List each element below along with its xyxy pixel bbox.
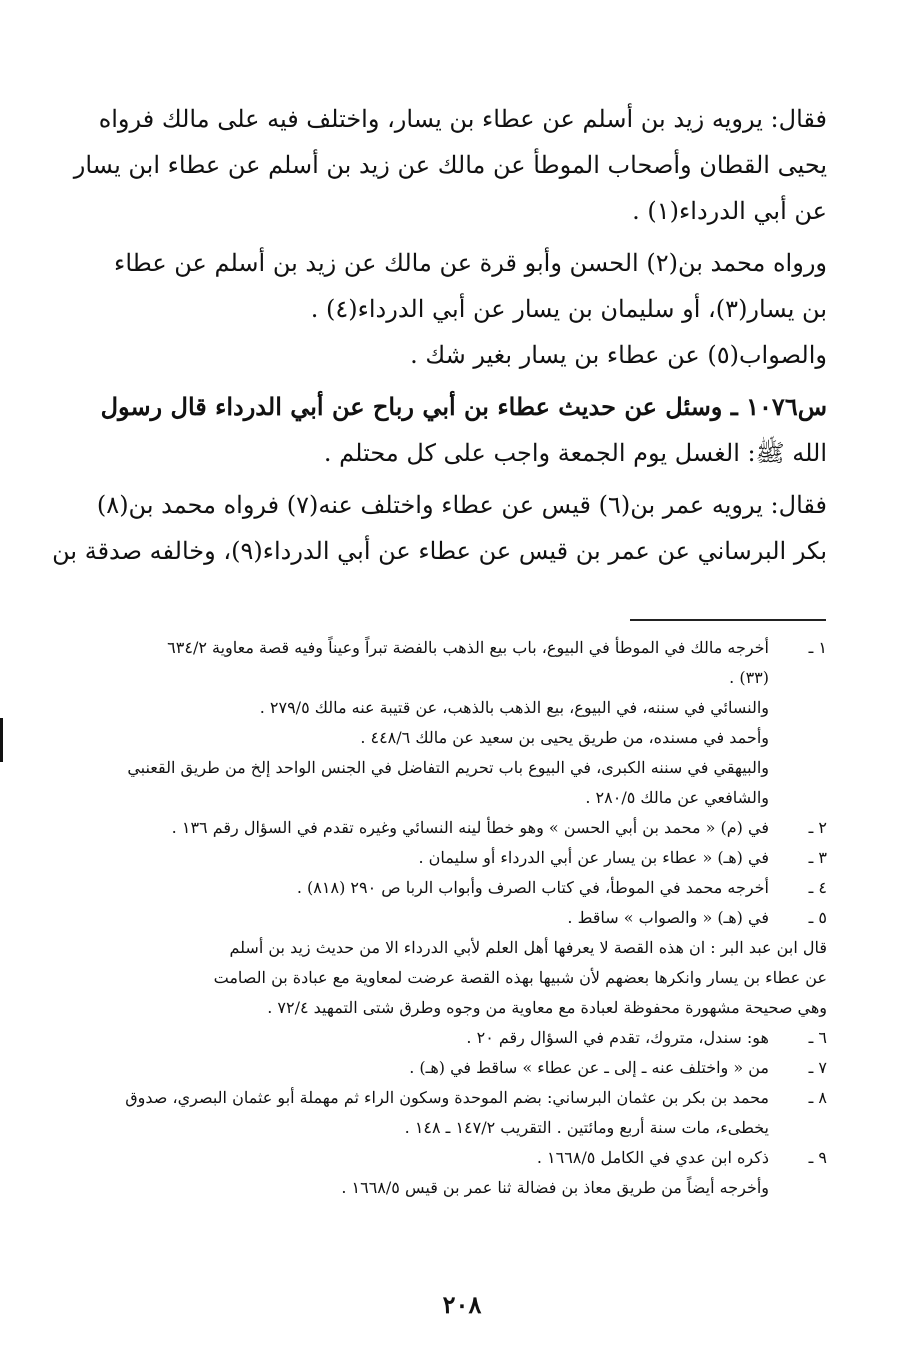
text-line: والصواب(٥) عن عطاء بن يسار بغير شك . — [410, 341, 827, 369]
footnote-number: ١ ـ — [808, 638, 827, 657]
footnote-text: وأخرجه أيضاً من طريق معاذ بن فضالة ثنا عمر بن قيس ١٦٦٨/٥ . — [341, 1178, 769, 1197]
footnote-text: محمد بن بكر بن عثمان البرساني: بضم الموحدة وسكون الراء ثم مهملة أبو عثمان البصري، صدوق — [125, 1088, 769, 1107]
footnote-text: أخرجه مالك في الموطأ في البيوع، باب بيع الذهب بالفضة تبراً وعيناً وفيه قصة معاوية ٦٣٤/٢ — [167, 638, 769, 657]
paragraph-question-1076 — [100, 384, 827, 476]
footnote-number: ٨ ـ — [808, 1088, 827, 1107]
footnote-text: عن عطاء بن يسار وانكرها بعضهم لأن شبيها بهذه القصة عرضت لمعاوية مع عبادة بن الصامت — [213, 968, 827, 987]
footnote-text: وهي صحيحة مشهورة محفوظة لعبادة مع معاوية من وجوه وطرق شتى التمهيد ٧٢/٤ . — [267, 998, 827, 1017]
footnote-number: ٦ ـ — [808, 1028, 827, 1047]
footnote-number: ٤ ـ — [808, 878, 827, 897]
text-line: الله ﷺ: الغسل يوم الجمعة واجب على كل محتلم . — [323, 439, 827, 467]
footnote-number: ٣ ـ — [808, 848, 827, 867]
footnote-text: أخرجه محمد في الموطأ، في كتاب الصرف وأبواب الربا ص ٢٩٠ (٨١٨) . — [296, 878, 769, 897]
text-line: فقال: يرويه عمر بن(٦) قيس عن عطاء واختلف عنه(٧) فرواه محمد بن(٨) — [96, 491, 827, 519]
text-line: بن يسار(٣)، أو سليمان بن يسار عن أبي الدرداء(٤) . — [310, 295, 827, 323]
text-line: ورواه محمد بن(٢) الحسن وأبو قرة عن مالك عن زيد بن أسلم عن عطاء — [114, 249, 827, 277]
footnote-text: في (هـ) « والصواب » ساقط . — [567, 908, 769, 927]
footnote-line — [105, 783, 827, 813]
footnote-line — [105, 633, 827, 663]
footnote-number: ٢ ـ — [808, 818, 827, 837]
footnote-text: والشافعي عن مالك ٢٨٠/٥ . — [585, 788, 769, 807]
footnote-line — [105, 1023, 827, 1053]
footnote-number: ٩ ـ — [808, 1148, 827, 1167]
footnote-text: والنسائي في سننه، في البيوع، بيع الذهب بالذهب، عن قتيبة عنه مالك ٢٧٩/٥ . — [259, 698, 769, 717]
footnote-line — [105, 993, 827, 1023]
main-text — [52, 96, 827, 580]
footnote-line — [105, 1053, 827, 1083]
footnote-line — [105, 723, 827, 753]
text-line: بكر البرساني عن عمر بن قيس عن عطاء عن أبي الدرداء(٩)، وخالفه صدقة بن — [52, 537, 827, 565]
footnote-text: قال ابن عبد البر : ان هذه القصة لا يعرفها أهل العلم لأبي الدرداء الا من حديث زيد بن أسلم — [229, 938, 827, 957]
margin-mark — [0, 718, 3, 762]
footnote-text: والبيهقي في سننه الكبرى، في البيوع باب تحريم التفاضل في الجنس الواحد إلخ من طريق القعنبي — [127, 758, 769, 777]
footnote-number: ٧ ـ — [808, 1058, 827, 1077]
paragraph-1 — [73, 96, 827, 234]
footnote-text: في (م) « محمد بن أبي الحسن » وهو خطأ لينه النسائي وغيره تقدم في السؤال رقم ١٣٦ . — [171, 818, 769, 837]
footnote-text: وأحمد في مسنده، من طريق يحيى بن سعيد عن مالك ٤٤٨/٦ . — [360, 728, 769, 747]
footnote-line — [105, 903, 827, 933]
footnote-line — [105, 663, 827, 693]
text-line: عن أبي الدرداء(١) . — [632, 197, 827, 225]
footnote-text: (٣٣) . — [729, 668, 769, 687]
footnote-line — [105, 843, 827, 873]
text-line: فقال: يرويه زيد بن أسلم عن عطاء بن يسار، واختلف فيه على مالك فرواه — [98, 105, 827, 133]
footnote-text: يخطىء، مات سنة أربع ومائتين . التقريب ١٤٧/٢ ـ ١٤٨ . — [404, 1118, 769, 1137]
footnote-text: من « واختلف عنه ـ إلى ـ عن عطاء » ساقط في (هـ) . — [409, 1058, 769, 1077]
footnote-line — [105, 873, 827, 903]
footnote-line — [105, 753, 827, 783]
text-line: يحيى القطان وأصحاب الموطأ عن مالك عن زيد بن أسلم عن عطاء ابن يسار — [73, 151, 827, 179]
text-line: س١٠٧٦ ـ وسئل عن حديث عطاء بن أبي رباح عن أبي الدرداء قال رسول — [100, 392, 827, 421]
footnote-text: في (هـ) « عطاء بن يسار عن أبي الدرداء أو سليمان . — [418, 848, 769, 867]
footnote-line — [105, 813, 827, 843]
footnote-text: هو: سندل، متروك، تقدم في السؤال رقم ٢٠ . — [466, 1028, 769, 1047]
footnote-line — [105, 1113, 827, 1143]
footnote-separator — [630, 619, 826, 621]
footnote-text: ذكره ابن عدي في الكامل ١٦٦٨/٥ . — [536, 1148, 769, 1167]
paragraph-2 — [105, 240, 827, 378]
paragraph-4 — [52, 482, 827, 574]
footnote-line — [105, 1173, 827, 1203]
footnote-line — [105, 963, 827, 993]
footnote-line — [105, 933, 827, 963]
footnote-line — [105, 1083, 827, 1113]
footnotes — [105, 633, 827, 1203]
footnote-line — [105, 1143, 827, 1173]
page-number: ٢٠٨ — [442, 1290, 482, 1319]
footnote-number: ٥ ـ — [808, 908, 827, 927]
footnote-line — [105, 693, 827, 723]
